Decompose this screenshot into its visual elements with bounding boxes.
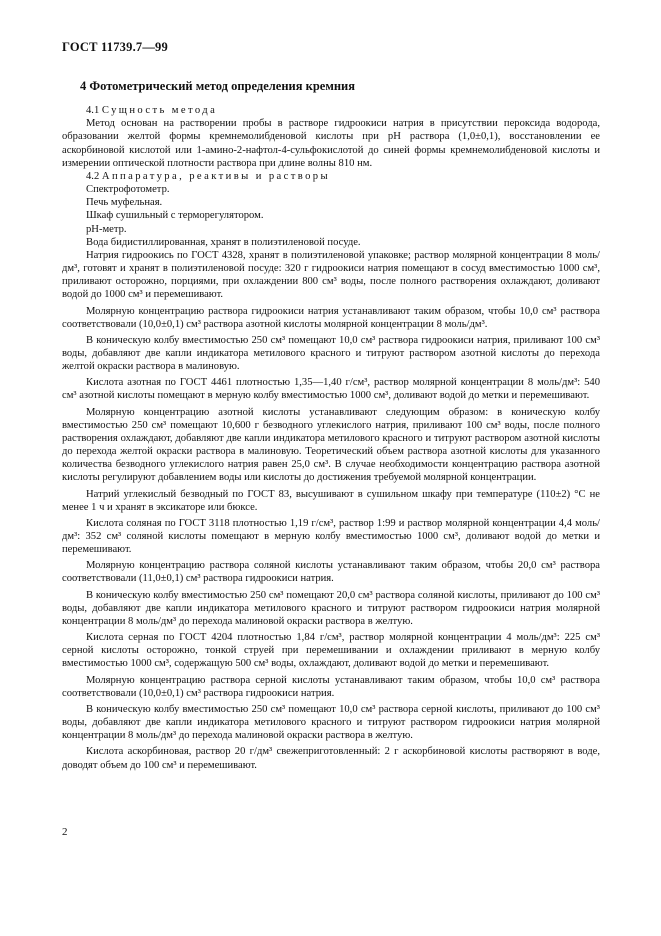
document-body	[62, 80, 600, 772]
paragraph: Кислота соляная по ГОСТ 3118 плотностью 1,19 г/см³, раствор 1:99 и раствор молярной концентрации 4,4 моль/дм³: 352 см³ соляной кислоты помещают в мерную колбу вместимостью 1000 см³, доливают водой до метки и перемешивают.	[62, 517, 600, 556]
subsection-number: 4.2	[86, 170, 100, 182]
paragraph: Натрий углекислый безводный по ГОСТ 83, высушивают в сушильном шкафу при температуре (110±2) °С не менее 1 ч и хранят в эксикаторе или бюксе.	[62, 488, 600, 513]
subsection-number: 4.1	[86, 105, 100, 117]
subsection-heading-4-1	[62, 104, 600, 117]
paragraph: pH-метр.	[86, 223, 127, 235]
paragraph: Молярную концентрацию раствора гидроокиси натрия устанавливают таким образом, чтобы 10,0 см³ раствора соответствовали (10,0±0,1) см³ раствора азотной кислоты молярной концентрации 8 моль/дм³.	[62, 305, 600, 330]
subsection-heading-4-2	[62, 170, 600, 183]
paragraph: Молярную концентрацию раствора соляной кислоты устанавливают таким образом, чтобы 20,0 см³ раствора соответствовали (11,0±0,1) см³ раствора гидроокиси натрия.	[62, 560, 600, 585]
paragraph: Кислота аскорбиновая, раствор 20 г/дм³ свежеприготовленный: 2 г аскорбиновой кислоты растворяют в воде, доводят объем до 100 см³ и перемешивают.	[62, 746, 600, 771]
section-title: 4 Фотометрический метод определения кремния	[80, 79, 355, 93]
paragraph: Молярную концентрацию азотной кислоты устанавливают следующим образом: в коническую колбу вместимостью 250 см³ помещают 10,600 г безводного углекислого натрия, приливают 100 см³ воды, после полного растворения охлаждают, добавляют две капли индикатора метилового красного и титруют раствором азотной кислоты до перехода желтой окраски раствора в малиновую. Теоретический объем раствора азотной кислоты для указанного количества безводного углекислого натрия равен 25,0 см³. В случае необходимости концентрацию раствора азотной кислоты регулируют добавлением воды или кислоты до достижения требуемой молярной концентрации.	[62, 406, 600, 484]
paragraph: Спектрофотометр.	[86, 184, 170, 196]
paragraph: Молярную концентрацию раствора серной кислоты устанавливают таким образом, чтобы 10,0 см³ раствора соответствовали (10,0±0,1) см³ раствора гидроокиси натрия.	[62, 674, 600, 699]
paragraph: В коническую колбу вместимостью 250 см³ помещают 10,0 см³ раствора гидроокиси натрия, приливают 100 см³ воды, добавляют две капли индикатора метилового красного и титруют раствором азотной кислоты до перехода желтой окраски раствора в малиновую.	[62, 334, 600, 373]
paragraph: Печь муфельная.	[86, 197, 163, 209]
document-header: ГОСТ 11739.7—99	[62, 40, 168, 54]
paragraph: Кислота азотная по ГОСТ 4461 плотностью 1,35—1,40 г/см³, раствор молярной концентрации 8 моль/дм³: 540 см³ азотной кислоты помещают в мерную колбу вместимостью 1000 см³, доливают водой до метки и перемешивают.	[62, 377, 600, 402]
paragraph: Шкаф сушильный с терморегулятором.	[86, 210, 264, 222]
paragraph: Вода бидистиллированная, хранят в полиэтиленовой посуде.	[86, 236, 361, 248]
page-number: 2	[62, 826, 68, 838]
paragraph: В коническую колбу вместимостью 250 см³ помещают 20,0 см³ раствора соляной кислоты, приливают до 100 см³ воды, добавляют две капли индикатора метилового красного и титруют раствором гидроокиси натрия молярной концентрации 8 моль/дм³ до перехода малиновой окраски раствора в желтую.	[62, 589, 600, 627]
subsection-title: Аппаратура, реактивы и растворы	[101, 170, 330, 182]
paragraph: В коническую колбу вместимостью 250 см³ помещают 10,0 см³ раствора серной кислоты, приливают до 100 см³ воды, добавляют две капли индикатора метилового красного и титруют раствором гидроокиси натрия молярной концентрации 8 моль/дм³ до перехода малиновой окраски раствора в желтую.	[62, 703, 600, 742]
paragraph: Натрия гидроокись по ГОСТ 4328, хранят в полиэтиленовой упаковке; раствор молярной концентрации 8 моль/дм³, готовят и хранят в полиэтиленовой посуде: 320 г гидроокиси натрия помещают в сосуд вместимостью 1000 см³, приливают осторожно, порциями, при охлаждении 800 см³ воды, после полного растворения охлаждают, доливают водой до 1000 см³ и перемешивают.	[62, 249, 600, 301]
paragraph: Кислота серная по ГОСТ 4204 плотностью 1,84 г/см³, раствор молярной концентрации 4 моль/дм³: 225 см³ серной кислоты осторожно, тонкой струей при перемешивании и охлаждении приливают в мерную колбу вместимостью 1000 см³, содержащую 500 см³ воды, охлаждают, доливают водой до метки и перемешивают.	[62, 632, 600, 670]
paragraph: Метод основан на растворении пробы в растворе гидроокиси натрия в присутствии пероксида водорода, образовании желтой формы кремнемолибденовой кислоты при pH раствора (1,0±0,1), восстановлении ее аскорбиновой кислотой или 1-амино-2-нафтол-4-сульфокислотой до синей формы кремнемолибденовой кислоты и измерении оптической плотности раствора при длине волны 810 нм.	[62, 118, 600, 169]
subsection-title: Сущность метода	[101, 105, 218, 117]
